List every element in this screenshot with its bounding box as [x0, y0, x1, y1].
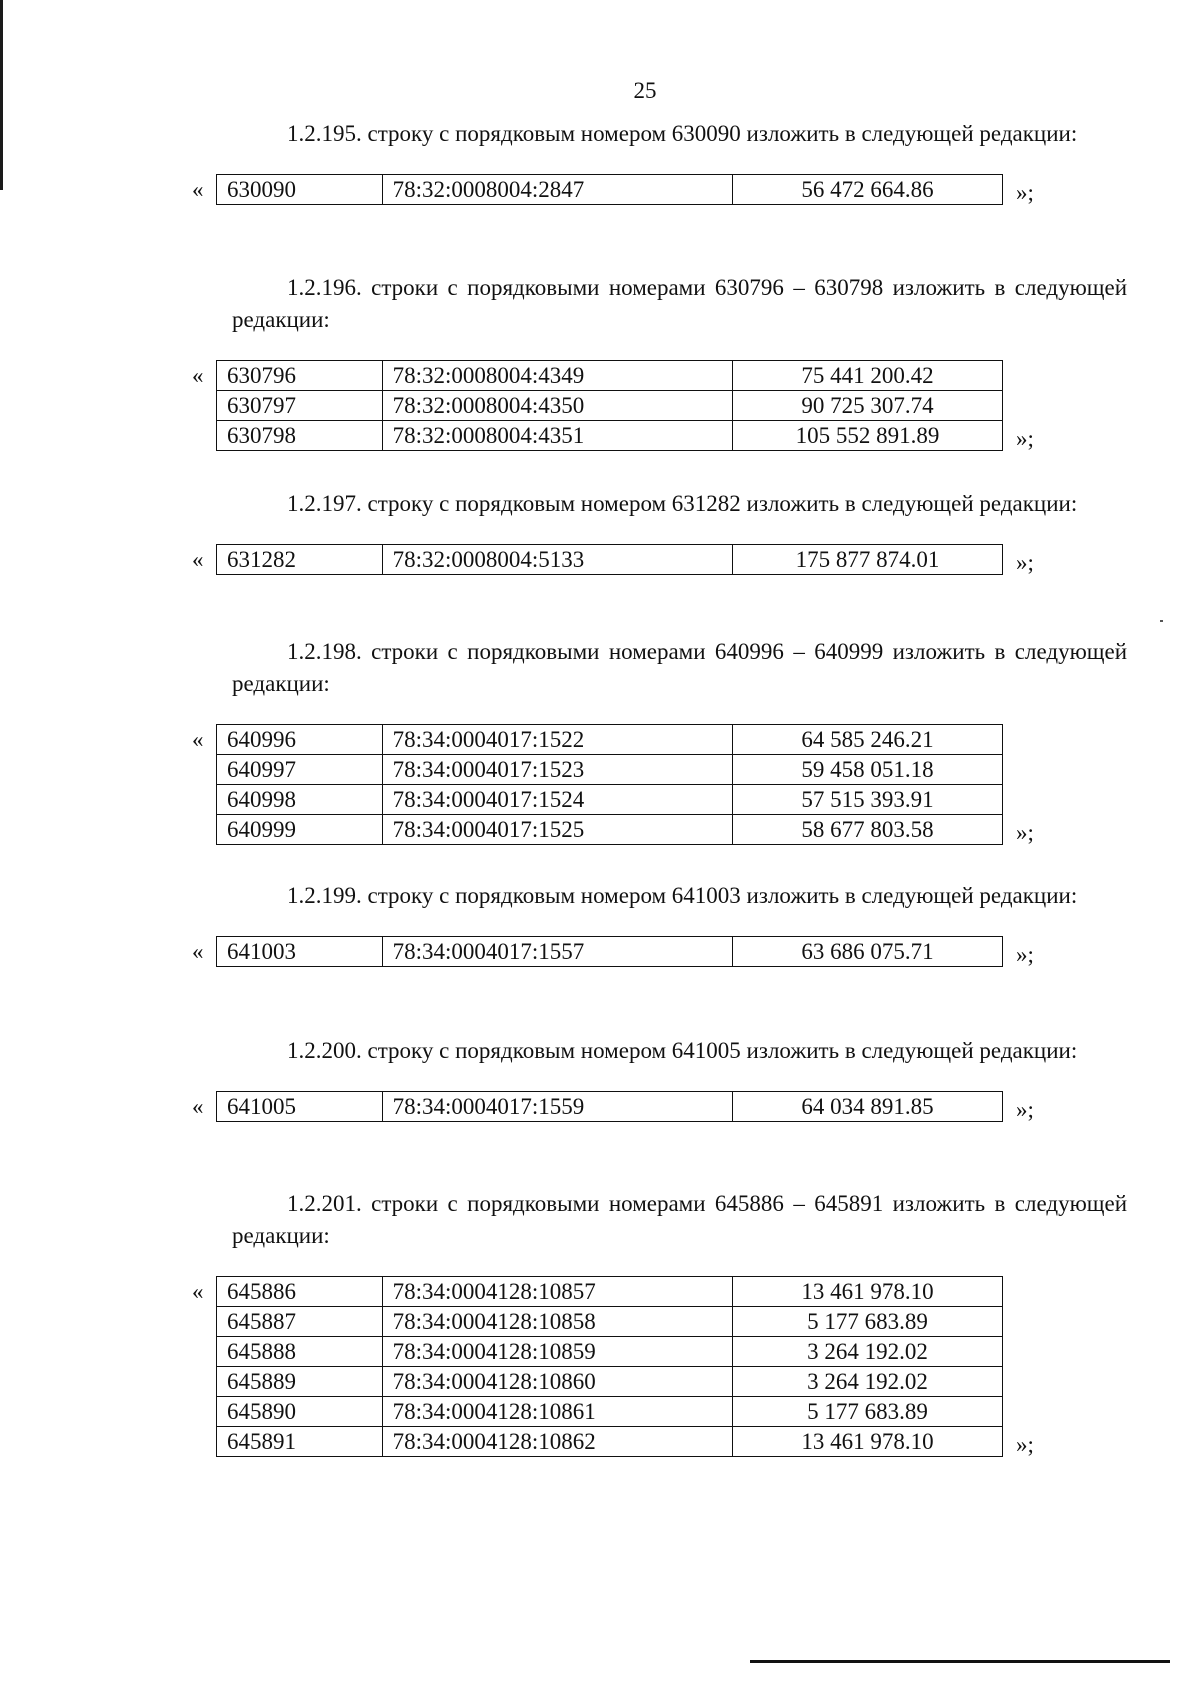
cadastral-value-cell: 175 877 874.01 — [732, 545, 1002, 575]
table-row — [217, 1427, 1003, 1457]
cadastral-table — [216, 174, 1003, 205]
row-number-cell: 645890 — [217, 1397, 383, 1427]
cadastral-number-cell: 78:34:0004128:10862 — [382, 1427, 732, 1457]
page-number: 25 — [633, 78, 657, 103]
table-row — [217, 1277, 1003, 1307]
cadastral-value-cell: 5 177 683.89 — [732, 1307, 1002, 1337]
closing-quote: »; — [1016, 942, 1034, 967]
quoted-table — [192, 936, 1127, 967]
cadastral-value-cell: 3 264 192.02 — [732, 1367, 1002, 1397]
row-number-cell: 630796 — [217, 361, 383, 391]
cadastral-number-cell: 78:34:0004017:1525 — [382, 815, 732, 845]
cadastral-value-cell: 3 264 192.02 — [732, 1337, 1002, 1367]
cadastral-value-cell: 64 585 246.21 — [732, 725, 1002, 755]
amendment-section — [192, 272, 1127, 451]
closing-quote: »; — [1016, 820, 1034, 845]
row-number-cell: 645887 — [217, 1307, 383, 1337]
cadastral-number-cell: 78:32:0008004:4351 — [382, 421, 732, 451]
table-row — [217, 1337, 1003, 1367]
amendment-text: 1.2.196. строки с порядковыми номерами 630796 – 630798 изложить в следующей редакции: — [232, 275, 1127, 332]
cadastral-value-cell: 90 725 307.74 — [732, 391, 1002, 421]
cadastral-number-cell: 78:34:0004128:10858 — [382, 1307, 732, 1337]
opening-quote: « — [192, 1094, 204, 1119]
cadastral-table — [216, 360, 1003, 451]
row-number-cell: 640999 — [217, 815, 383, 845]
row-number-cell: 641003 — [217, 937, 383, 967]
cadastral-number-cell: 78:32:0008004:2847 — [382, 175, 732, 205]
table-row — [217, 175, 1003, 205]
row-number-cell: 645891 — [217, 1427, 383, 1457]
cadastral-value-cell: 64 034 891.85 — [732, 1092, 1002, 1122]
amendment-text: 1.2.199. строку с порядковым номером 641003 изложить в следующей редакции: — [287, 883, 1078, 908]
table-row — [217, 421, 1003, 451]
table-row — [217, 391, 1003, 421]
amendment-text: 1.2.197. строку с порядковым номером 631282 изложить в следующей редакции: — [287, 491, 1078, 516]
cadastral-value-cell: 59 458 051.18 — [732, 755, 1002, 785]
amendment-text: 1.2.198. строки с порядковыми номерами 640996 – 640999 изложить в следующей редакции: — [232, 639, 1127, 696]
cadastral-value-cell: 56 472 664.86 — [732, 175, 1002, 205]
cadastral-value-cell: 58 677 803.58 — [732, 815, 1002, 845]
row-number-cell: 640996 — [217, 725, 383, 755]
table-row — [217, 937, 1003, 967]
closing-quote: »; — [1016, 180, 1034, 205]
cadastral-value-cell: 13 461 978.10 — [732, 1277, 1002, 1307]
row-number-cell: 645889 — [217, 1367, 383, 1397]
cadastral-table — [216, 936, 1003, 967]
table-row — [217, 725, 1003, 755]
cadastral-value-cell: 75 441 200.42 — [732, 361, 1002, 391]
cadastral-value-cell: 105 552 891.89 — [732, 421, 1002, 451]
row-number-cell: 630090 — [217, 175, 383, 205]
closing-quote: »; — [1016, 426, 1034, 451]
amendment-section — [192, 1035, 1127, 1122]
row-number-cell: 645886 — [217, 1277, 383, 1307]
cadastral-value-cell: 13 461 978.10 — [732, 1427, 1002, 1457]
cadastral-number-cell: 78:34:0004017:1524 — [382, 785, 732, 815]
cadastral-table — [216, 1276, 1003, 1457]
cadastral-number-cell: 78:34:0004128:10860 — [382, 1367, 732, 1397]
row-number-cell: 640997 — [217, 755, 383, 785]
opening-quote: « — [192, 727, 204, 752]
amendment-section — [192, 880, 1127, 967]
cadastral-number-cell: 78:34:0004128:10859 — [382, 1337, 732, 1367]
amendment-text: 1.2.201. строки с порядковыми номерами 645886 – 645891 изложить в следующей редакции: — [232, 1191, 1127, 1248]
quoted-table — [192, 724, 1127, 845]
cadastral-number-cell: 78:34:0004017:1557 — [382, 937, 732, 967]
footer-rule — [750, 1660, 1170, 1663]
table-row — [217, 815, 1003, 845]
table-row — [217, 1367, 1003, 1397]
amendment-section — [192, 1188, 1127, 1457]
cadastral-value-cell: 5 177 683.89 — [732, 1397, 1002, 1427]
cadastral-table — [216, 1091, 1003, 1122]
cadastral-number-cell: 78:32:0008004:4350 — [382, 391, 732, 421]
cadastral-value-cell: 63 686 075.71 — [732, 937, 1002, 967]
closing-quote: »; — [1016, 1097, 1034, 1122]
opening-quote: « — [192, 939, 204, 964]
row-number-cell: 640998 — [217, 785, 383, 815]
opening-quote: « — [192, 177, 204, 202]
opening-quote: « — [192, 547, 204, 572]
cadastral-number-cell: 78:34:0004128:10861 — [382, 1397, 732, 1427]
row-number-cell: 631282 — [217, 545, 383, 575]
amendment-text: 1.2.195. строку с порядковым номером 630090 изложить в следующей редакции: — [287, 121, 1078, 146]
table-row — [217, 1397, 1003, 1427]
table-row — [217, 1307, 1003, 1337]
row-number-cell: 630797 — [217, 391, 383, 421]
quoted-table — [192, 544, 1127, 575]
opening-quote: « — [192, 1279, 204, 1304]
closing-quote: »; — [1016, 1432, 1034, 1457]
cadastral-number-cell: 78:34:0004017:1522 — [382, 725, 732, 755]
opening-quote: « — [192, 363, 204, 388]
cadastral-number-cell: 78:34:0004128:10857 — [382, 1277, 732, 1307]
table-row — [217, 785, 1003, 815]
table-row — [217, 755, 1003, 785]
quoted-table — [192, 1091, 1127, 1122]
cadastral-table — [216, 724, 1003, 845]
cadastral-table — [216, 544, 1003, 575]
cadastral-number-cell: 78:34:0004017:1523 — [382, 755, 732, 785]
quoted-table — [192, 174, 1127, 205]
cadastral-number-cell: 78:32:0008004:4349 — [382, 361, 732, 391]
table-row — [217, 361, 1003, 391]
row-number-cell: 641005 — [217, 1092, 383, 1122]
amendment-section — [192, 488, 1127, 575]
quoted-table — [192, 360, 1127, 451]
row-number-cell: 645888 — [217, 1337, 383, 1367]
cadastral-number-cell: 78:32:0008004:5133 — [382, 545, 732, 575]
amendment-section — [192, 118, 1127, 205]
cadastral-value-cell: 57 515 393.91 — [732, 785, 1002, 815]
row-number-cell: 630798 — [217, 421, 383, 451]
table-row — [217, 545, 1003, 575]
cadastral-number-cell: 78:34:0004017:1559 — [382, 1092, 732, 1122]
amendment-text: 1.2.200. строку с порядковым номером 641005 изложить в следующей редакции: — [287, 1038, 1078, 1063]
scan-speck — [1160, 620, 1163, 622]
quoted-table — [192, 1276, 1127, 1457]
table-row — [217, 1092, 1003, 1122]
amendment-section — [192, 636, 1127, 845]
closing-quote: »; — [1016, 550, 1034, 575]
